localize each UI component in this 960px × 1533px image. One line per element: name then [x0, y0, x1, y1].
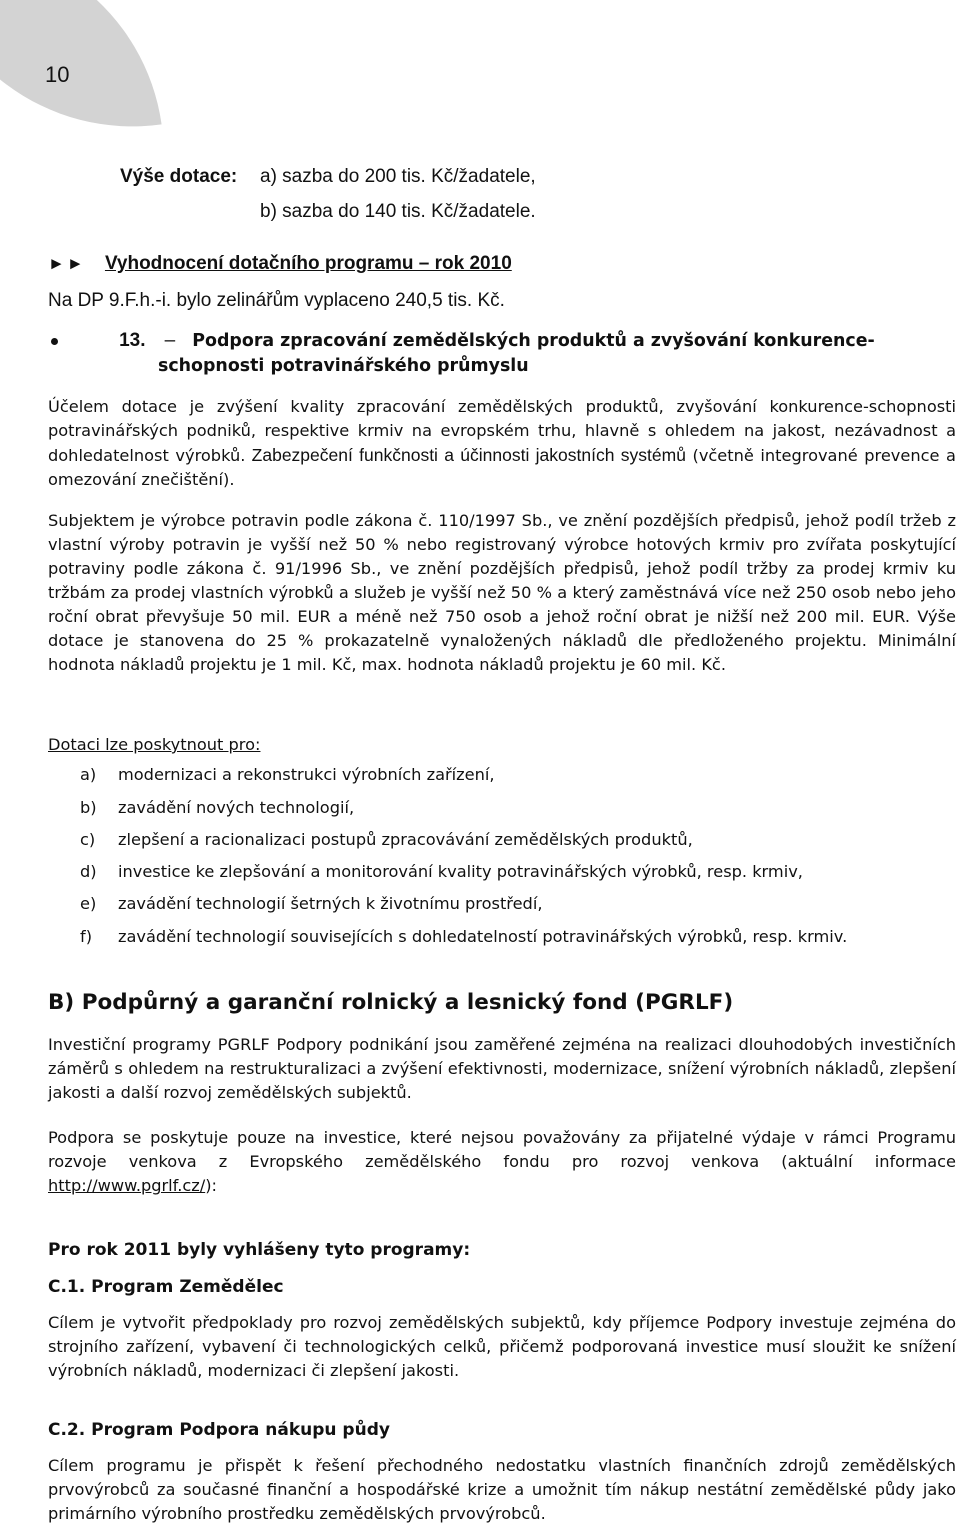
subject-text: Subjektem je výrobce potravin podle zákona č. 110/1997 Sb. [48, 511, 548, 530]
section-13-subject [48, 509, 956, 677]
purpose-text-tail: (včetně integrované prevence a omezování znečištění). [48, 446, 956, 489]
page-corner-decoration [0, 0, 162, 154]
list-item: b) zavádění nových technologií, [80, 798, 355, 817]
page-number: 10 [45, 62, 70, 87]
section-13-dash: – [164, 330, 176, 351]
list-item: a) modernizaci a rekonstrukci výrobních zařízení, [80, 765, 495, 784]
section-13-heading [48, 330, 875, 352]
vyhodnoceni-text: Na DP 9.F.h.-i. bylo zelinářům vyplaceno 240,5 tis. Kč. [48, 290, 505, 311]
section-b-p2 [48, 1126, 956, 1198]
section-b-title: B) Podpůrný a garanční rolnický a lesnický fond (PGRLF) [48, 990, 734, 1015]
list-heading: Dotaci lze poskytnout pro: [48, 735, 261, 754]
section-b-p1: Investiční programy PGRLF Podpory podnikání jsou zaměřené zejména na realizaci dlouhodobých investičních záměrů s ohledem na restrukturalizaci a zvýšení efektivnosti, modernizace, snížení výrobních nákladů, zlepšení jakosti a další rozvoj zemědělských subjektů. [48, 1035, 956, 1102]
section-13-title-line2: schopnosti potravinářského průmyslu [158, 356, 529, 376]
list-item: f) zavádění technologií souvisejících s dohledatelností potravinářských výrobků, resp. krmiv. [80, 927, 848, 946]
pgrlf-link[interactable]: http://www.pgrlf.cz/ [48, 1176, 206, 1195]
program-c1-title: C.1. Program Zemědělec [48, 1277, 284, 1297]
list-item: c) zlepšení a racionalizaci postupů zpracovávání zemědělských produktů, [80, 830, 693, 849]
dotace-label: Výše dotace: [120, 166, 238, 187]
section-13-purpose [48, 395, 956, 492]
section-13-title-line1: Podpora zpracování zemědělských produktů a zvyšování konkurence- [192, 331, 875, 351]
double-arrow-icon: ►► [48, 254, 86, 273]
purpose-text-systems: Zabezpečení funkčnosti a účinnosti jakostních systémů [245, 445, 686, 465]
section-13-number: 13. [119, 330, 146, 351]
dotace-b: b) sazba do 140 tis. Kč/žadatele. [260, 201, 536, 222]
purpose-text: Účelem dotace je zvýšení kvality zpracování zemědělských produktů, zvyšování konkurence-schopnosti potravinářských podniků, respektive krmiv na evropském trhu, hlavně s ohledem na jakost, nezávadnost a dohledatelnost výrobků. [48, 397, 956, 465]
bullet-icon [51, 338, 58, 345]
program-c2-title: C.2. Program Podpora nákupu půdy [48, 1420, 390, 1440]
program-c2-text: Cílem programu je přispět k řešení přechodného nedostatku vlastních finančních zdrojů zemědělských prvovýrobců za současné finanční a hospodářské krize a umožnit tím nákup nestátní zemědělské půdy jako primárního výrobního prostředku zemědělských prvovýrobců. [48, 1456, 956, 1523]
list-item: e) zavádění technologií šetrných k životnímu prostředí, [80, 894, 543, 913]
subject-text-rest: , ve znění pozdějších předpisů, jehož podíl tržeb z vlastní výroby potravin je vyšší než 50 % nebo registrovaný výrobce hotových krmiv pro zvířata poskytující potraviny podle zákona č. 91/1996 Sb., ve znění pozdějších předpisů, jehož podíl tržby za prodej krmiv ku tržbám za prodej vlastních výrobků a služeb je vyšší než 50 % a který zaměstnává více než 250 osob nebo jeho roční obrat převyšuje 50 mil. EUR a méně než 750 osob a jehož roční obrat je nižší než 200 mil. EUR. Výše dotace je stanovena do 25 % prokazatelně vynaložených nákladů dle předloženého projektu. Minimální hodnota nákladů projektu je 1 mil. Kč, max. hodnota nákladů projektu je 60 mil. Kč. [48, 511, 956, 674]
vyhodnoceni-title: Vyhodnocení dotačního programu – rok 2010 [104, 253, 512, 274]
dotace-a: a) sazba do 200 tis. Kč/žadatele, [260, 166, 536, 187]
list-item: d) investice ke zlepšování a monitorování kvality potravinářských výrobků, resp. krmiv, [80, 862, 803, 881]
programs-heading: Pro rok 2011 byly vyhlášeny tyto programy: [48, 1240, 471, 1260]
vyhodnoceni-heading [48, 253, 512, 275]
section-b-p2-end: ): [205, 1176, 217, 1195]
section-b-p2-text: Podpora se poskytuje pouze na investice, které nejsou považovány za přijatelné výdaje v rámci Programu rozvoje venkova z Evropského zemědělského fondu pro rozvoj venkova (aktuální informace [48, 1128, 956, 1171]
program-c1-text: Cílem je vytvořit předpoklady pro rozvoj zemědělských subjektů, kdy příjemce Podpory investuje zejména do strojního zařízení, vybavení či technologických celků, přičemž podporovaná investice musí sloužit ke snížení výrobních nákladů, modernizaci či zlepšení jakosti. [48, 1313, 956, 1380]
